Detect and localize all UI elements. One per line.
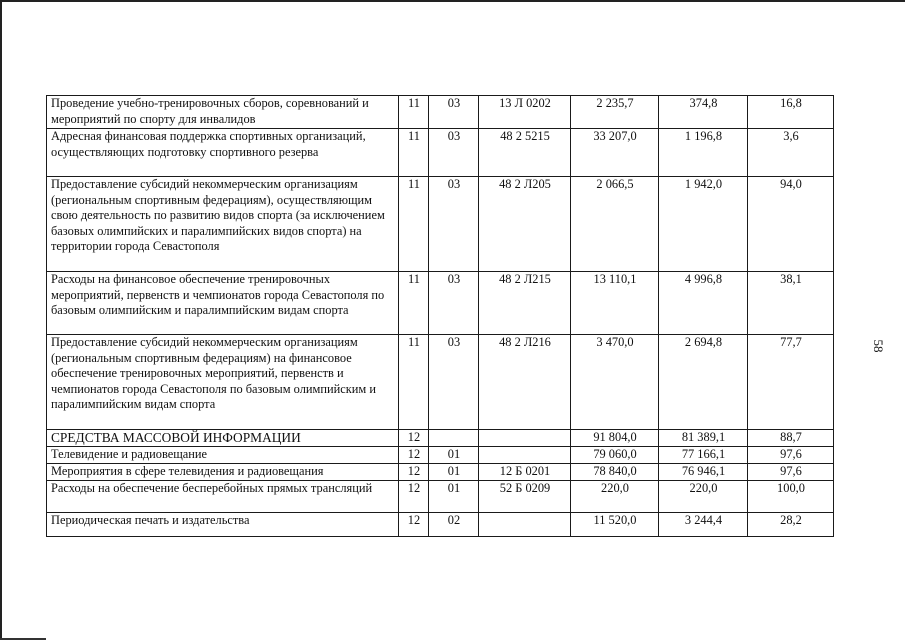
row-section-code: 11 (399, 96, 429, 129)
row-value-percent: 100,0 (748, 481, 834, 513)
row-value-percent: 97,6 (748, 464, 834, 481)
row-value-executed: 1 942,0 (659, 177, 748, 272)
row-value-planned: 33 207,0 (571, 129, 659, 177)
row-value-percent: 3,6 (748, 129, 834, 177)
row-value-percent: 28,2 (748, 513, 834, 537)
row-subsection-code: 03 (429, 272, 479, 335)
table-row (47, 464, 834, 481)
page-edge-left (0, 0, 2, 640)
row-value-planned: 78 840,0 (571, 464, 659, 481)
row-value-executed: 220,0 (659, 481, 748, 513)
row-name: Проведение учебно-тренировочных сборов, соревнований и мероприятий по спорту для инвалидов (47, 96, 399, 129)
table-row (47, 335, 834, 430)
row-value-executed: 4 996,8 (659, 272, 748, 335)
row-value-percent: 16,8 (748, 96, 834, 129)
row-target-code (479, 447, 571, 464)
row-subsection-code (429, 430, 479, 447)
row-target-code (479, 430, 571, 447)
table-row (47, 177, 834, 272)
row-subsection-code: 01 (429, 481, 479, 513)
row-section-code: 12 (399, 430, 429, 447)
table-row (47, 481, 834, 513)
row-subsection-code: 02 (429, 513, 479, 537)
row-section-code: 11 (399, 272, 429, 335)
row-value-percent: 94,0 (748, 177, 834, 272)
row-value-planned: 11 520,0 (571, 513, 659, 537)
budget-table (46, 95, 834, 537)
row-value-percent: 97,6 (748, 447, 834, 464)
row-value-planned: 2 235,7 (571, 96, 659, 129)
row-target-code: 48 2 Л205 (479, 177, 571, 272)
row-name: Предоставление субсидий некоммерческим организациям (региональным спортивным федерациям) на финансовое обеспечение тренировочных мероприятий, первенств и чемпионатов города Севастополя по базовым олимпийским и паралимпийским видам спорта (47, 335, 399, 430)
row-value-percent: 38,1 (748, 272, 834, 335)
row-value-executed: 81 389,1 (659, 430, 748, 447)
row-target-code (479, 513, 571, 537)
table-row (47, 430, 834, 447)
table-row (47, 447, 834, 464)
row-section-code: 12 (399, 481, 429, 513)
page-number: 58 (871, 339, 886, 353)
row-value-percent: 77,7 (748, 335, 834, 430)
row-name: Периодическая печать и издательства (47, 513, 399, 537)
row-subsection-code: 01 (429, 464, 479, 481)
row-value-executed: 3 244,4 (659, 513, 748, 537)
row-subsection-code: 03 (429, 335, 479, 430)
row-name: Расходы на финансовое обеспечение тренировочных мероприятий, первенств и чемпионатов города Севастополя по базовым олимпийским и паралимпийским видам спорта (47, 272, 399, 335)
row-name: Мероприятия в сфере телевидения и радиовещания (47, 464, 399, 481)
row-target-code: 12 Б 0201 (479, 464, 571, 481)
row-section-code: 12 (399, 447, 429, 464)
row-value-planned: 2 066,5 (571, 177, 659, 272)
row-target-code: 48 2 Л215 (479, 272, 571, 335)
row-name: Предоставление субсидий некоммерческим организациям (региональным спортивным федерациям), осуществляющим свою деятельность по развитию видов спорта (за исключением базовых олимпийских и паралимпийских видов спорта) на территории города Севастополя (47, 177, 399, 272)
row-name: Телевидение и радиовещание (47, 447, 399, 464)
row-subsection-code: 03 (429, 177, 479, 272)
row-subsection-code: 03 (429, 96, 479, 129)
row-name: Расходы на обеспечение бесперебойных прямых трансляций (47, 481, 399, 513)
table-row (47, 129, 834, 177)
row-value-planned: 220,0 (571, 481, 659, 513)
row-section-code: 11 (399, 335, 429, 430)
row-value-executed: 76 946,1 (659, 464, 748, 481)
row-value-planned: 91 804,0 (571, 430, 659, 447)
row-section-code: 11 (399, 177, 429, 272)
row-target-code: 48 2 5215 (479, 129, 571, 177)
row-value-executed: 2 694,8 (659, 335, 748, 430)
row-subsection-code: 01 (429, 447, 479, 464)
table-row (47, 272, 834, 335)
row-value-percent: 88,7 (748, 430, 834, 447)
row-value-executed: 77 166,1 (659, 447, 748, 464)
page-edge-top (0, 0, 905, 2)
row-value-planned: 79 060,0 (571, 447, 659, 464)
table-row (47, 513, 834, 537)
row-section-code: 12 (399, 464, 429, 481)
table-row (47, 96, 834, 129)
row-subsection-code: 03 (429, 129, 479, 177)
row-name: Адресная финансовая поддержка спортивных организаций, осуществляющих подготовку спортивного резерва (47, 129, 399, 177)
row-value-planned: 13 110,1 (571, 272, 659, 335)
row-target-code: 48 2 Л216 (479, 335, 571, 430)
row-target-code: 52 Б 0209 (479, 481, 571, 513)
row-section-code: 11 (399, 129, 429, 177)
row-target-code: 13 Л 0202 (479, 96, 571, 129)
row-name: СРЕДСТВА МАССОВОЙ ИНФОРМАЦИИ (47, 430, 399, 447)
row-value-executed: 374,8 (659, 96, 748, 129)
row-value-executed: 1 196,8 (659, 129, 748, 177)
row-section-code: 12 (399, 513, 429, 537)
row-value-planned: 3 470,0 (571, 335, 659, 430)
